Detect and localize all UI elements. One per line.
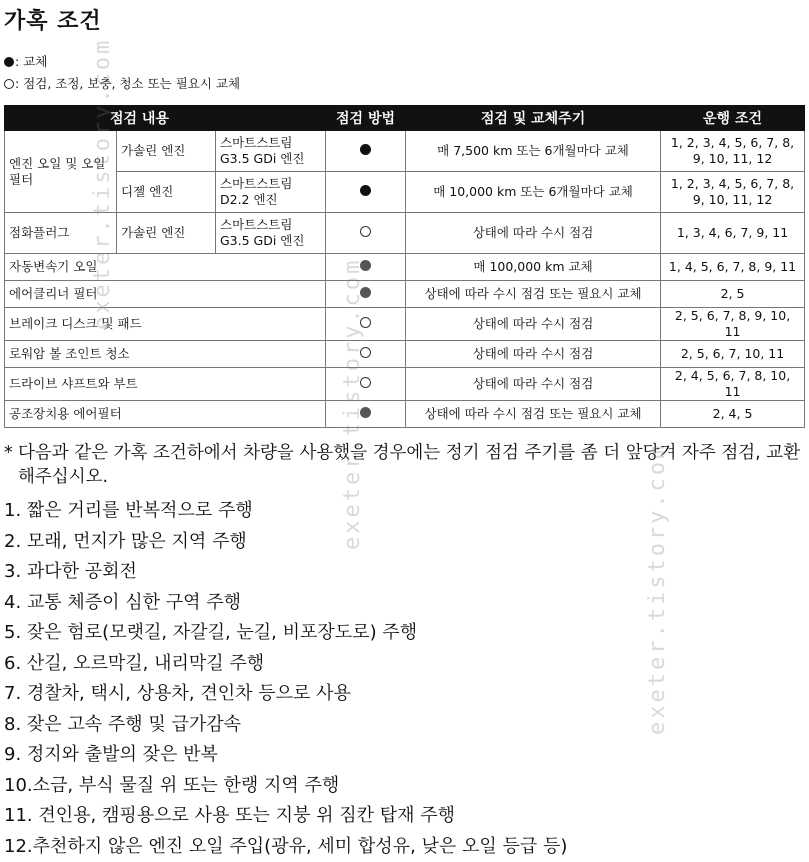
list-item: 1. 짧은 거리를 반복적으로 주행 xyxy=(4,496,567,527)
row-cycle: 상태에 따라 수시 점검 xyxy=(406,341,661,368)
row-item: 점화플러그 xyxy=(5,213,117,254)
row-item: 에어클리너 필터 xyxy=(5,281,326,308)
table-row xyxy=(5,281,805,308)
row-item: 자동변속기 오일 xyxy=(5,254,326,281)
row-method xyxy=(326,401,406,428)
maintenance-table xyxy=(4,105,805,428)
row-fuel: 디젤 엔진 xyxy=(117,172,216,213)
row-engine: 스마트스트림 G3.5 GDi 엔진 xyxy=(216,213,326,254)
row-cycle: 상태에 따라 수시 점검 xyxy=(406,308,661,341)
watermark: exeter.tistory.com xyxy=(90,38,115,330)
legend-inspect-label: : 점검, 조정, 보충, 청소 또는 필요시 교체 xyxy=(15,76,240,91)
row-cycle: 매 7,500 km 또는 6개월마다 교체 xyxy=(406,131,661,172)
row-engine: 스마트스트림 G3.5 GDi 엔진 xyxy=(216,131,326,172)
hollow-circle-icon xyxy=(4,79,14,89)
table-row xyxy=(5,254,805,281)
row-method xyxy=(326,281,406,308)
list-item: 2. 모래, 먼지가 많은 지역 주행 xyxy=(4,527,567,558)
row-conditions: 1, 3, 4, 6, 7, 9, 11 xyxy=(661,213,805,254)
row-method xyxy=(326,213,406,254)
watermark: exeter.tistory.com xyxy=(340,258,365,550)
row-method xyxy=(326,368,406,401)
row-fuel: 가솔린 엔진 xyxy=(117,131,216,172)
list-item: 4. 교통 체증이 심한 구역 주행 xyxy=(4,588,567,619)
table-row xyxy=(5,213,805,254)
severe-conditions-note xyxy=(4,441,804,489)
filled-circle-icon xyxy=(360,144,371,155)
row-conditions: 2, 5, 6, 7, 8, 9, 10, 11 xyxy=(661,308,805,341)
row-conditions: 2, 5 xyxy=(661,281,805,308)
row-method xyxy=(326,341,406,368)
header-method: 점검 방법 xyxy=(326,106,406,131)
row-conditions: 2, 5, 6, 7, 10, 11 xyxy=(661,341,805,368)
row-conditions: 1, 2, 3, 4, 5, 6, 7, 8, 9, 10, 11, 12 xyxy=(661,172,805,213)
row-method xyxy=(326,308,406,341)
row-item: 로워암 볼 조인트 청소 xyxy=(5,341,326,368)
table-row xyxy=(5,368,805,401)
row-cycle: 상태에 따라 수시 점검 또는 필요시 교체 xyxy=(406,281,661,308)
row-fuel: 가솔린 엔진 xyxy=(117,213,216,254)
conditions-list xyxy=(4,496,567,862)
list-item: 11. 견인용, 캠핑용으로 사용 또는 지붕 위 짐칸 탑재 주행 xyxy=(4,801,567,832)
page-title: 가혹 조건 xyxy=(4,4,102,35)
filled-circle-icon xyxy=(360,185,371,196)
row-conditions: 2, 4, 5, 6, 7, 8, 10, 11 xyxy=(661,368,805,401)
row-method xyxy=(326,254,406,281)
row-item: 브레이크 디스크 및 패드 xyxy=(5,308,326,341)
table-row xyxy=(5,308,805,341)
table-row xyxy=(5,401,805,428)
row-item: 공조장치용 에어필터 xyxy=(5,401,326,428)
row-cycle: 상태에 따라 수시 점검 또는 필요시 교체 xyxy=(406,401,661,428)
filled-circle-icon xyxy=(4,57,14,67)
row-item: 엔진 오일 및 오일 필터 xyxy=(5,131,117,213)
legend-replace-label: : 교체 xyxy=(15,54,47,69)
row-conditions: 1, 4, 5, 6, 7, 8, 9, 11 xyxy=(661,254,805,281)
row-cycle: 상태에 따라 수시 점검 xyxy=(406,213,661,254)
list-item: 12.추천하지 않은 엔진 오일 주입(광유, 세미 합성유, 낮은 오일 등급 등) xyxy=(4,832,567,862)
header-conditions: 운행 조건 xyxy=(661,106,805,131)
list-item: 6. 산길, 오르막길, 내리막길 주행 xyxy=(4,649,567,680)
row-cycle: 상태에 따라 수시 점검 xyxy=(406,368,661,401)
row-cycle: 매 10,000 km 또는 6개월마다 교체 xyxy=(406,172,661,213)
row-cycle: 매 100,000 km 교체 xyxy=(406,254,661,281)
list-item: 9. 정지와 출발의 잦은 반복 xyxy=(4,740,567,771)
table-row xyxy=(5,341,805,368)
list-item: 7. 경찰차, 택시, 상용차, 견인차 등으로 사용 xyxy=(4,679,567,710)
list-item: 8. 잦은 고속 주행 및 급가감속 xyxy=(4,710,567,741)
table-row xyxy=(5,172,805,213)
list-item: 5. 잦은 험로(모랫길, 자갈길, 눈길, 비포장도로) 주행 xyxy=(4,618,567,649)
legend-inspect xyxy=(4,74,240,92)
table-row xyxy=(5,131,805,172)
hollow-circle-icon xyxy=(360,226,371,237)
note-text: 다음과 같은 가혹 조건하에서 차량을 사용했을 경우에는 정기 점검 주기를 좀 더 앞당겨 자주 점검, 교환해주십시오. xyxy=(4,441,804,489)
note-asterisk: * xyxy=(4,441,13,465)
row-conditions: 1, 2, 3, 4, 5, 6, 7, 8, 9, 10, 11, 12 xyxy=(661,131,805,172)
watermark: exeter.tistory.com xyxy=(645,443,670,735)
header-cycle: 점검 및 교체주기 xyxy=(406,106,661,131)
legend-replace xyxy=(4,52,47,70)
header-item: 점검 내용 xyxy=(5,106,326,131)
row-conditions: 2, 4, 5 xyxy=(661,401,805,428)
row-item: 드라이브 샤프트와 부트 xyxy=(5,368,326,401)
row-engine: 스마트스트림 D2.2 엔진 xyxy=(216,172,326,213)
list-item: 3. 과다한 공회전 xyxy=(4,557,567,588)
list-item: 10.소금, 부식 물질 위 또는 한랭 지역 주행 xyxy=(4,771,567,802)
row-method xyxy=(326,172,406,213)
row-method xyxy=(326,131,406,172)
